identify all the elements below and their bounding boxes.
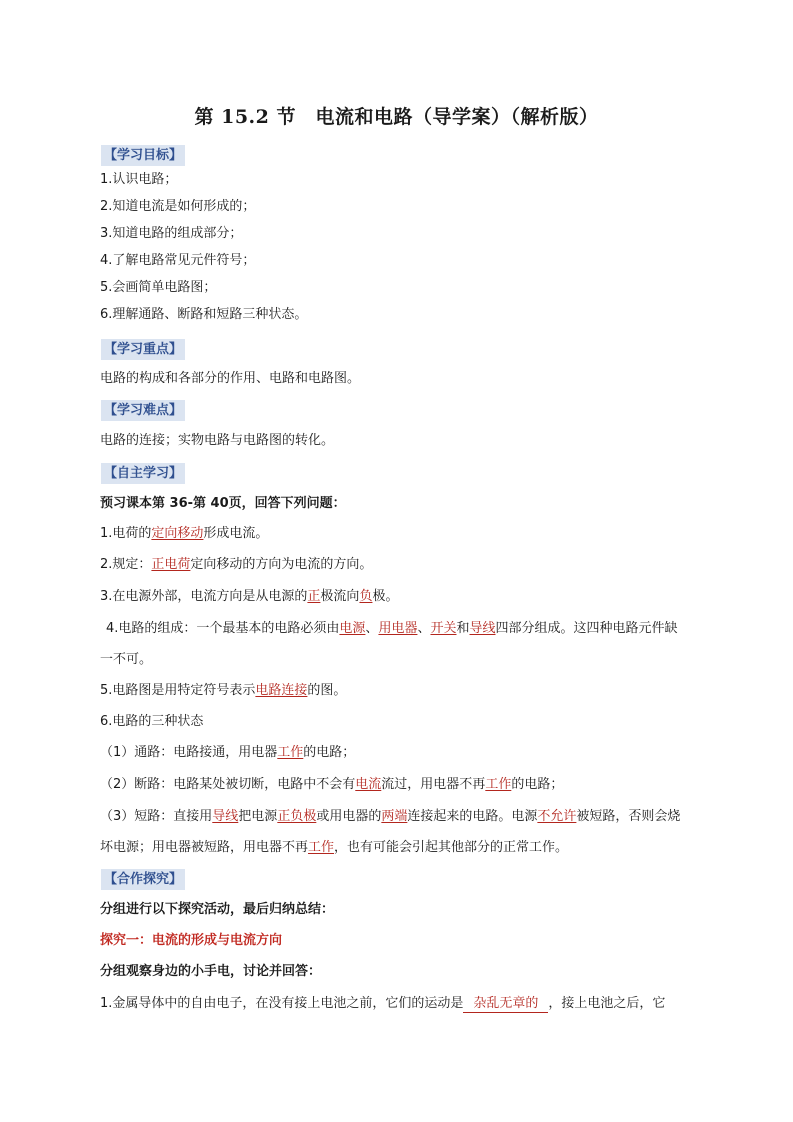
text: 形成电流。 [203,526,269,541]
answer: 用电器 [378,621,418,636]
text: 的图。 [307,683,347,698]
text: ，也有可能会引起其他部分的正常工作。 [334,840,569,855]
text: 连接起来的电路。电源 [407,809,538,824]
inquiry-1-question-1 [100,994,725,1014]
goal-item: 6.理解通路、断路和短路三种状态。 [100,307,308,322]
inquiry-1-title: 探究一：电流的形成与电流方向 [100,933,283,948]
document-title: 第 15.2 节 电流和电路（导学案）（解析版） [194,106,599,128]
text: 2.规定： [100,557,152,572]
text: 5.电路图是用特定符号表示 [100,683,256,698]
answer: 正负极 [277,809,317,824]
self-question-3 [100,587,725,607]
text: 、 [417,621,431,636]
state-short-circuit-cont [100,838,725,858]
answer: 工作 [277,745,304,760]
text: （1）通路：电路接通，用电器 [100,745,278,760]
text: 的电路； [303,745,356,760]
text: 1.电荷的 [100,526,152,541]
cooperation-intro: 分组进行以下探究活动，最后归纳总结： [100,902,335,917]
self-question-6: 6.电路的三种状态 [100,714,204,729]
answer: 定向移动 [151,526,204,541]
self-question-4 [100,619,725,639]
goal-item: 1.认识电路； [100,172,178,187]
goal-item: 4.了解电路常见元件符号； [100,253,256,268]
text: 流过，用电器不再 [381,777,486,792]
key-text: 电路的构成和各部分的作用、电路和电路图。 [100,371,361,386]
goals-tag: 【学习目标】 [101,145,185,166]
text: 定向移动的方向为电流的方向。 [190,557,373,572]
self-study-tag: 【自主学习】 [101,463,185,484]
answer: 电源 [339,621,366,636]
answer: 两端 [381,809,408,824]
difficulty-text: 电路的连接；实物电路与电路图的转化。 [100,433,335,448]
answer: 正 [307,589,321,604]
answer: 杂乱无章的 [463,996,548,1013]
inquiry-1-intro: 分组观察身边的小手电，讨论并回答： [100,964,322,979]
self-question-4-cont: 一不可。 [100,652,153,667]
text: （2）断路：电路某处被切断，电路中不会有 [100,777,356,792]
goal-item: 3.知道电路的组成部分； [100,226,243,241]
difficulty-tag: 【学习难点】 [101,400,185,421]
self-question-2 [100,555,725,575]
text: 把电源 [238,809,278,824]
state-open-circuit [100,743,725,763]
text: 和 [456,621,470,636]
answer: 电流 [355,777,382,792]
self-question-5 [100,681,725,701]
self-study-intro: 预习课本第 36-第 40页，回答下列问题： [100,496,346,511]
answer: 电路连接 [255,683,308,698]
text: 被短路，否则会烧 [576,809,681,824]
answer: 不允许 [537,809,577,824]
text: 4.电路的组成：一个最基本的电路必须由 [106,621,340,636]
text: 3.在电源外部，电流方向是从电源的 [100,589,308,604]
answer: 工作 [308,840,335,855]
answer: 导线 [212,809,239,824]
self-question-1 [100,524,725,544]
goal-item: 2.知道电流是如何形成的； [100,199,256,214]
state-short-circuit [100,807,725,827]
answer: 开关 [430,621,457,636]
text: 坏电源；用电器被短路，用电器不再 [100,840,309,855]
text: 极流向 [320,589,360,604]
text: 1.金属导体中的自由电子，在没有接上电池之前，它们的运动是 [100,996,464,1011]
goal-item: 5.会画简单电路图； [100,280,217,295]
answer: 负 [359,589,373,604]
answer: 工作 [485,777,512,792]
text: 、 [365,621,379,636]
text: ，接上电池之后，它 [548,996,666,1011]
text: （3）短路：直接用 [100,809,213,824]
answer: 导线 [469,621,496,636]
answer: 正电荷 [151,557,191,572]
state-broken-circuit [100,775,725,795]
text: 极。 [372,589,399,604]
key-tag: 【学习重点】 [101,339,185,360]
text: 四部分组成。这四种电路元件缺 [495,621,678,636]
text: 或用电器的 [316,809,382,824]
cooperation-tag: 【合作探究】 [101,869,185,890]
text: 的电路； [511,777,564,792]
